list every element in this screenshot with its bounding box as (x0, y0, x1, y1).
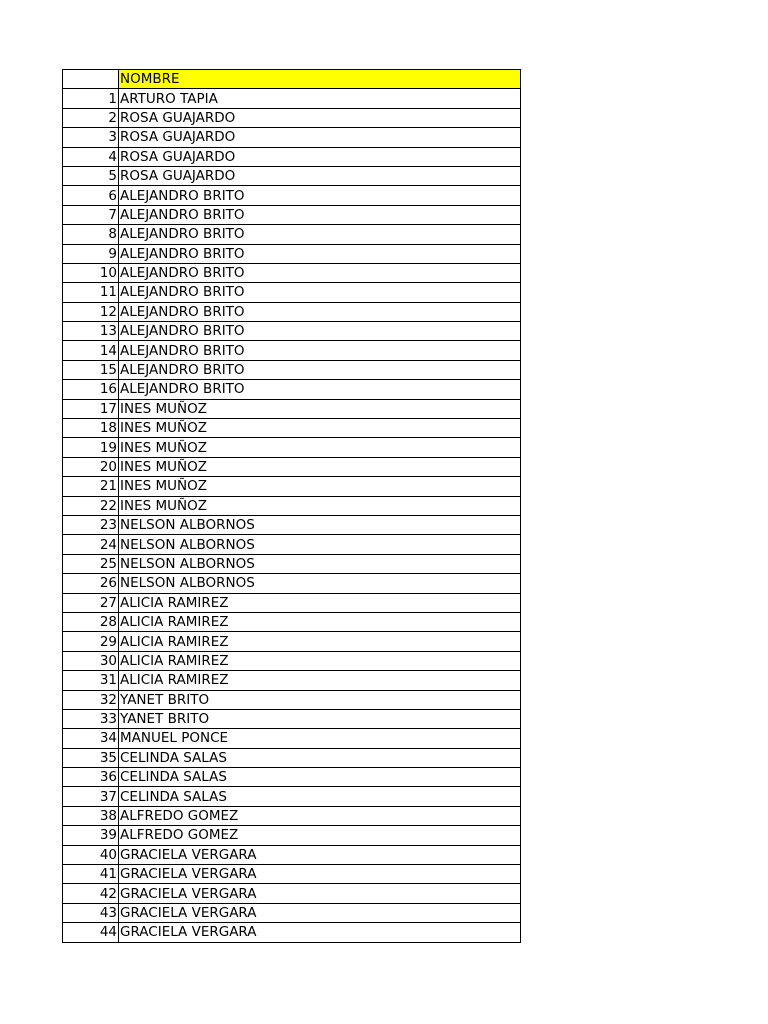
name-cell: ROSA GUAJARDO (119, 108, 521, 127)
table-row (63, 380, 521, 399)
table-row (63, 108, 521, 127)
row-number-cell: 22 (63, 496, 119, 515)
table-row (63, 651, 521, 670)
name-cell: GRACIELA VERGARA (119, 923, 521, 942)
table-row (63, 554, 521, 573)
row-number-cell: 19 (63, 438, 119, 457)
row-number-cell: 18 (63, 419, 119, 438)
name-cell: CELINDA SALAS (119, 787, 521, 806)
row-number-cell: 15 (63, 360, 119, 379)
name-cell: INES MUÑOZ (119, 438, 521, 457)
name-cell: MANUEL PONCE (119, 729, 521, 748)
name-cell: NELSON ALBORNOS (119, 574, 521, 593)
table-row (63, 574, 521, 593)
table-row (63, 128, 521, 147)
row-number-cell: 27 (63, 593, 119, 612)
row-number-cell: 9 (63, 244, 119, 263)
name-cell: ALEJANDRO BRITO (119, 186, 521, 205)
row-number-cell: 4 (63, 147, 119, 166)
name-cell: NELSON ALBORNOS (119, 554, 521, 573)
name-cell: ROSA GUAJARDO (119, 147, 521, 166)
name-cell: INES MUÑOZ (119, 399, 521, 418)
name-cell: GRACIELA VERGARA (119, 865, 521, 884)
table-row (63, 826, 521, 845)
table-row (63, 147, 521, 166)
row-number-cell: 42 (63, 884, 119, 903)
name-cell: ALICIA RAMIREZ (119, 632, 521, 651)
name-cell: ALEJANDRO BRITO (119, 263, 521, 282)
row-number-cell: 8 (63, 225, 119, 244)
table-row (63, 806, 521, 825)
name-cell: ALICIA RAMIREZ (119, 671, 521, 690)
table-row (63, 263, 521, 282)
row-number-cell: 23 (63, 515, 119, 534)
table-body (63, 89, 521, 942)
name-cell: ALICIA RAMIREZ (119, 651, 521, 670)
table-row (63, 399, 521, 418)
row-number-cell: 2 (63, 108, 119, 127)
name-cell: ALEJANDRO BRITO (119, 341, 521, 360)
table-row (63, 225, 521, 244)
row-number-cell: 37 (63, 787, 119, 806)
name-cell: YANET BRITO (119, 709, 521, 728)
table-row (63, 787, 521, 806)
header-index-cell (63, 70, 119, 89)
name-cell: NELSON ALBORNOS (119, 535, 521, 554)
table-row (63, 632, 521, 651)
row-number-cell: 16 (63, 380, 119, 399)
row-number-cell: 12 (63, 302, 119, 321)
name-cell: ALFREDO GOMEZ (119, 806, 521, 825)
row-number-cell: 36 (63, 768, 119, 787)
row-number-cell: 38 (63, 806, 119, 825)
row-number-cell: 39 (63, 826, 119, 845)
name-cell: ALICIA RAMIREZ (119, 593, 521, 612)
row-number-cell: 3 (63, 128, 119, 147)
table-row (63, 496, 521, 515)
table-row (63, 748, 521, 767)
row-number-cell: 41 (63, 865, 119, 884)
row-number-cell: 17 (63, 399, 119, 418)
name-cell: ALEJANDRO BRITO (119, 322, 521, 341)
name-cell: ALEJANDRO BRITO (119, 244, 521, 263)
table-row (63, 884, 521, 903)
header-row (63, 70, 521, 89)
table-row (63, 729, 521, 748)
name-cell: YANET BRITO (119, 690, 521, 709)
table-row (63, 322, 521, 341)
row-number-cell: 11 (63, 283, 119, 302)
table-row (63, 341, 521, 360)
table-row (63, 535, 521, 554)
name-cell: ALEJANDRO BRITO (119, 302, 521, 321)
table-row (63, 302, 521, 321)
row-number-cell: 24 (63, 535, 119, 554)
table-row (63, 205, 521, 224)
table-row (63, 419, 521, 438)
name-cell: INES MUÑOZ (119, 496, 521, 515)
name-cell: ALEJANDRO BRITO (119, 360, 521, 379)
table-row (63, 457, 521, 476)
table-row (63, 593, 521, 612)
row-number-cell: 40 (63, 845, 119, 864)
row-number-cell: 30 (63, 651, 119, 670)
name-cell: ALEJANDRO BRITO (119, 205, 521, 224)
row-number-cell: 25 (63, 554, 119, 573)
table-row (63, 690, 521, 709)
name-cell: CELINDA SALAS (119, 768, 521, 787)
row-number-cell: 34 (63, 729, 119, 748)
table-row (63, 283, 521, 302)
name-cell: NELSON ALBORNOS (119, 515, 521, 534)
name-cell: INES MUÑOZ (119, 419, 521, 438)
table-row (63, 186, 521, 205)
table-row (63, 865, 521, 884)
name-cell: ALEJANDRO BRITO (119, 283, 521, 302)
name-cell: GRACIELA VERGARA (119, 884, 521, 903)
name-cell: CELINDA SALAS (119, 748, 521, 767)
table-row (63, 360, 521, 379)
row-number-cell: 29 (63, 632, 119, 651)
name-cell: ALEJANDRO BRITO (119, 225, 521, 244)
name-cell: ROSA GUAJARDO (119, 166, 521, 185)
row-number-cell: 7 (63, 205, 119, 224)
name-cell: INES MUÑOZ (119, 457, 521, 476)
table-row (63, 166, 521, 185)
row-number-cell: 28 (63, 612, 119, 631)
row-number-cell: 44 (63, 923, 119, 942)
row-number-cell: 21 (63, 477, 119, 496)
row-number-cell: 35 (63, 748, 119, 767)
row-number-cell: 20 (63, 457, 119, 476)
row-number-cell: 5 (63, 166, 119, 185)
table-row (63, 612, 521, 631)
name-cell: GRACIELA VERGARA (119, 845, 521, 864)
header-name-cell: NOMBRE (119, 70, 521, 89)
name-cell: GRACIELA VERGARA (119, 903, 521, 922)
table-row (63, 244, 521, 263)
name-cell: INES MUÑOZ (119, 477, 521, 496)
table-row (63, 438, 521, 457)
name-cell: ROSA GUAJARDO (119, 128, 521, 147)
table-row (63, 477, 521, 496)
row-number-cell: 6 (63, 186, 119, 205)
table-row (63, 923, 521, 942)
table-row (63, 515, 521, 534)
table-row (63, 768, 521, 787)
row-number-cell: 33 (63, 709, 119, 728)
row-number-cell: 10 (63, 263, 119, 282)
name-cell: ARTURO TAPIA (119, 89, 521, 108)
row-number-cell: 14 (63, 341, 119, 360)
row-number-cell: 1 (63, 89, 119, 108)
table-row (63, 903, 521, 922)
name-cell: ALFREDO GOMEZ (119, 826, 521, 845)
row-number-cell: 26 (63, 574, 119, 593)
row-number-cell: 31 (63, 671, 119, 690)
table-row (63, 89, 521, 108)
table-row (63, 671, 521, 690)
table-row (63, 845, 521, 864)
table-row (63, 709, 521, 728)
name-cell: ALEJANDRO BRITO (119, 380, 521, 399)
row-number-cell: 13 (63, 322, 119, 341)
name-cell: ALICIA RAMIREZ (119, 612, 521, 631)
row-number-cell: 43 (63, 903, 119, 922)
row-number-cell: 32 (63, 690, 119, 709)
names-table (62, 69, 521, 943)
